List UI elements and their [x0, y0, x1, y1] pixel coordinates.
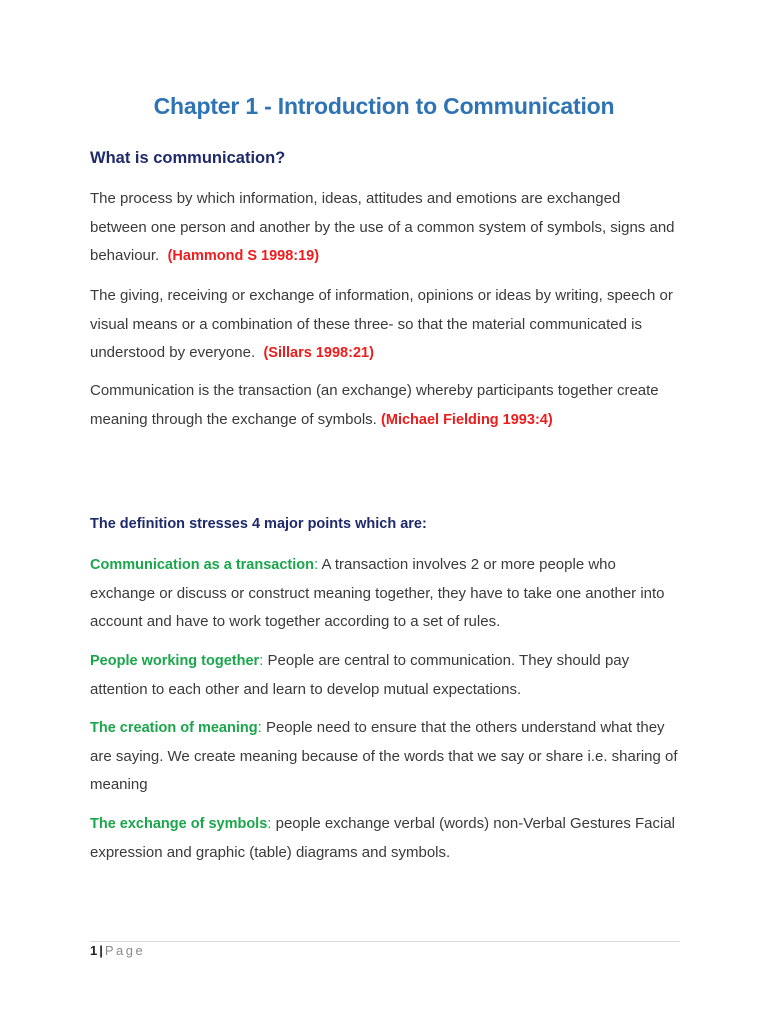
point-term: Communication as a transaction	[90, 557, 314, 573]
citation: (Michael Fielding 1993:4)	[381, 411, 553, 428]
point-paragraph: Communication as a transaction: A transaction involves 2 or more people who exchange or discuss or construct meaning together, they have to take one another into account and have to work together according to a set of rules.	[90, 556, 665, 630]
page-label: Page	[104, 943, 146, 958]
definition-paragraph	[90, 377, 680, 434]
point-text: People are central to communication. They should pay attention to each other and learn to develop mutual expectations.	[90, 652, 630, 698]
definition-text: Communication is the transaction (an exchange) whereby participants together create meaning through the exchange of symbols.	[90, 382, 659, 428]
point-term: The creation of meaning	[90, 720, 258, 736]
definition-paragraph	[90, 185, 680, 271]
point-term: People working together	[90, 653, 260, 669]
page-footer	[90, 943, 145, 958]
point-paragraph: The exchange of symbols: people exchange verbal (words) non-Verbal Gestures Facial expression and graphic (table) diagrams and symbols.	[90, 815, 676, 861]
definition-paragraph	[90, 282, 680, 368]
point-paragraph: People working together: People are central to communication. They should pay attention to each other and learn to develop mutual expectations.	[90, 652, 630, 698]
point-text: People need to ensure that the others understand what they are saying. We create meaning because of the words that we say or share i.e. sharing of meaning	[90, 719, 678, 793]
point-paragraph: The creation of meaning: People need to ensure that the others understand what they are saying. We create meaning because of the words that we say or share i.e. sharing of meaning	[90, 719, 678, 793]
point-text: people exchange verbal (words) non-Verbal Gestures Facial expression and graphic (table) diagrams and symbols.	[90, 815, 676, 861]
section-heading: What is communication?	[90, 149, 286, 167]
point-term: The exchange of symbols	[90, 816, 268, 832]
point-text: A transaction involves 2 or more people who exchange or discuss or construct meaning together, they have to take one another into account and have to work together according to a set of rules.	[90, 556, 665, 630]
citation: (Hammond S 1998:19)	[167, 248, 320, 264]
definition-text: The process by which information, ideas, attitudes and emotions are exchanged between one person and another by the use of a common system of symbols, signs and behaviour.	[90, 190, 675, 264]
citation: (Sillars 1998:21)	[263, 345, 374, 361]
chapter-title: Chapter 1 - Introduction to Communication	[153, 93, 615, 119]
page-number: 1	[90, 943, 98, 958]
points-heading: The definition stresses 4 major points which are:	[90, 516, 427, 532]
footer-divider	[90, 941, 680, 942]
footer-separator: |	[99, 943, 103, 958]
definition-text: The giving, receiving or exchange of information, opinions or ideas by writing, speech or visual means or a combination of these three- so that the material communicated is understood by everyone.	[90, 287, 673, 361]
